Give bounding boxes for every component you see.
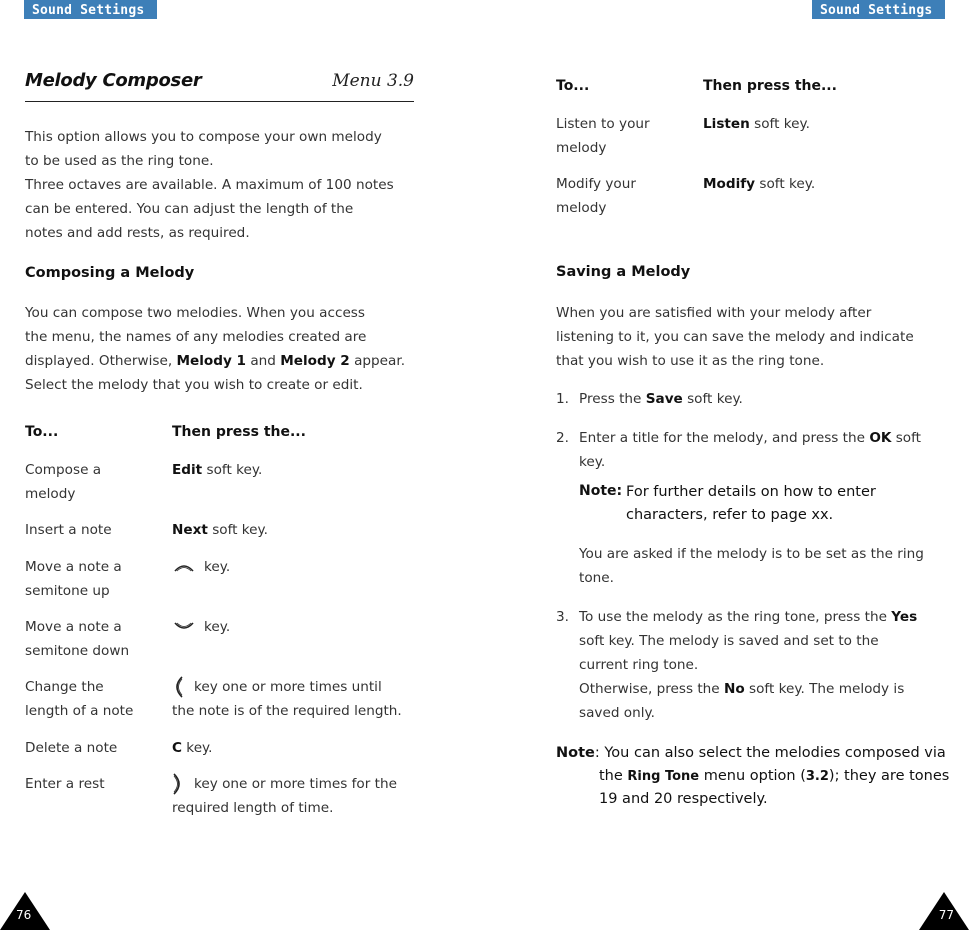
section-tab-right: Sound Settings	[812, 0, 945, 19]
table-header-to: To...	[25, 424, 59, 440]
step-number: 2.	[556, 430, 569, 446]
composing-heading: Composing a Melody	[25, 265, 195, 281]
table-row-key: key.	[172, 555, 417, 579]
page-title: Melody Composer	[25, 70, 202, 91]
table-row-action: Modify your melody	[556, 176, 636, 216]
step-number: 1.	[556, 391, 569, 407]
table-row-action: Insert a note	[25, 522, 112, 538]
table-row-key: Next soft key.	[172, 522, 268, 538]
table-row-action: Listen to your melody	[556, 116, 650, 156]
table-row-action: Delete a note	[25, 740, 118, 756]
table-row-key: key one or more times until the note is of the required length.	[172, 675, 417, 723]
page-number-right: 77	[938, 908, 954, 922]
table-row-key: key.	[172, 615, 417, 639]
table-header-to: To...	[556, 78, 590, 94]
table-row-key: C key.	[172, 740, 213, 756]
page-number-left: 76	[16, 908, 32, 922]
right-arc-icon	[172, 773, 184, 795]
table-row-key: key one or more times for the required length of time.	[172, 772, 417, 820]
down-arc-icon	[172, 620, 196, 634]
table-row-action: Move a note a semitone down	[25, 619, 130, 659]
table-header-press: Then press the...	[703, 78, 837, 94]
table-row-key: Modify soft key.	[703, 176, 816, 192]
intro-paragraph: This option allows you to compose your own melody to be used as the ring tone. Three octaves are available. A maximum of 100 notes can be entered. You can adjust the length of the notes and add rests, as required.	[25, 129, 394, 241]
table-row-action: Enter a rest	[25, 776, 105, 792]
step-text: Enter a title for the melody, and press the OK soft key.	[579, 430, 922, 470]
title-row	[25, 70, 414, 102]
menu-number: Menu 3.9	[332, 71, 414, 91]
step-text: Press the Save soft key.	[579, 391, 743, 407]
table-row-key: Listen soft key.	[703, 116, 810, 132]
table-row-action: Compose a melody	[25, 462, 102, 502]
final-note: Note: You can also select the melodies composed via the Ring Tone menu option (3.2); they are tones 19 and 20 respectively.	[556, 745, 950, 807]
step-number: 3.	[556, 609, 569, 625]
table-row-key: Edit soft key.	[172, 462, 263, 478]
saving-heading: Saving a Melody	[556, 264, 691, 280]
table-row-action: Change the length of a note	[25, 679, 134, 719]
section-tab-left: Sound Settings	[24, 0, 157, 19]
step-text: To use the melody as the ring tone, press the Yes soft key. The melody is saved and set to the current ring tone. Otherwise, press the No soft key. The melody is saved only.	[579, 609, 918, 721]
table-header-press: Then press the...	[172, 424, 306, 440]
saving-paragraph: When you are satisfied with your melody after listening to it, you can save the melody and indicate that you wish to use it as the ring tone.	[556, 305, 914, 369]
up-arc-icon	[172, 560, 196, 574]
left-arc-icon	[172, 676, 184, 698]
composing-paragraph: You can compose two melodies. When you access the menu, the names of any melodies created are displayed. Otherwise, Melody 1 and Melody 2 appear. Select the melody that you wish to create or edit.	[25, 305, 406, 393]
table-row-action: Move a note a semitone up	[25, 559, 122, 599]
asked-paragraph: You are asked if the melody is to be set as the ring tone.	[579, 546, 924, 586]
